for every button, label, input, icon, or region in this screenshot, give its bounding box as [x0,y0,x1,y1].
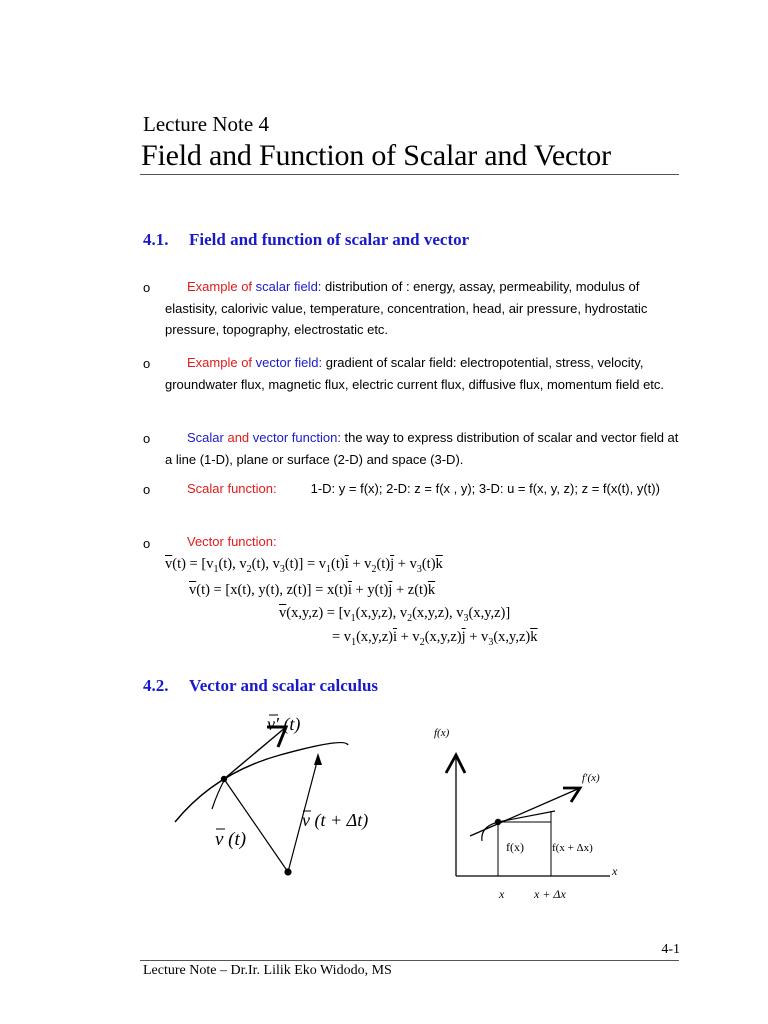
tangent-curve [212,779,225,809]
section-title: Field and function of scalar and vector [189,230,470,249]
section-number: 4.2. [143,676,169,695]
vector-derivative-diagram [160,705,410,895]
y-axis-label: f(x) [434,727,450,739]
item-label: Example of [187,355,256,370]
item-label-vector: vector function: [252,430,341,445]
bullet-marker: o [143,431,151,446]
section-title: Vector and scalar calculus [189,676,379,695]
origin-point [284,868,291,875]
footer-text: Lecture Note – Dr.Ir. Lilik Eko Widodo, MS [143,963,392,978]
item-label: Vector function: [187,534,277,549]
list-item-vector-function [165,531,680,553]
list-item-scalar-vector-function [165,427,680,470]
item-label-keyword: scalar field: [255,279,322,294]
tangent-line [470,788,580,836]
label-shifted: v (t + Δt) [302,810,369,830]
item-text: distribution of : energy, assay, permeability, modulus of elastisity, calorivic value, temperature, concentration, head, air pressure, hydrostatic pressure, topography, electrostatic etc. [165,279,648,337]
header-divider [140,174,679,175]
bullet-marker: o [143,280,151,295]
x-axis-label: x [612,864,618,878]
value-label: f(x) [506,840,524,854]
section-number: 4.1. [143,230,169,249]
tangent-vector [224,727,286,779]
item-text: 1-D: y = f(x); 2-D: z = f(x , y); 3-D: u = f(x, y, z); z = f(x(t), y(t)) [310,481,660,496]
tangent-label: f′(x) [582,772,600,784]
item-label: Scalar function: [187,481,277,496]
bullet-marker: o [143,536,151,551]
item-label-and: and [223,430,253,445]
position-vector-arrowhead [314,753,322,765]
shifted-value-label: f(x + Δx) [552,842,593,854]
equation-vector-function-1: $\overline{v}(t) = [v_1(t)$, $v_2(t)$, $v_3(t)] = v_1(t)\overline{i} + v_2(t)\overline{j} + v_3(t)\overline{k}$ [165,556,443,575]
equation-vector-function-2: $\overline{v}(t) = [x(t)$, y(t), $z(t)] = x(t)\overline{i} + y(t)\overline{j} + z(t)\overline{k}$ [189,582,436,598]
point-t [221,776,227,782]
item-label: Example of [187,279,256,294]
position-vector-t [224,779,288,872]
item-label-scalar: Scalar [187,430,224,445]
tick-label-x: x [499,887,505,901]
item-text: gradient of scalar field: electropotential, stress, velocity, groundwater flux, magnetic flux, electric current flux, diffusive flux, momentum field etc. [165,355,665,392]
list-item-vector-field [165,352,680,395]
item-text: the way to express distribution of scalar and vector field at a line (1-D), plane or surface (2-D) and space (3-D). [165,430,679,467]
section-heading-4-2 [143,676,378,696]
list-item-scalar-function [165,478,680,500]
page-number: 4-1 [661,942,680,957]
item-label-keyword: vector field: [255,355,323,370]
label-vector: v (t) [215,829,247,850]
point-fx [495,819,501,825]
list-item-scalar-field [165,276,680,341]
equation-vector-field-4: = $v_1(x,y,z)\overline{i} + v_2(x,y,z)\overline{j} + v_3(x,y,z)\overline{k}$ [332,629,538,648]
footer-divider [140,960,679,961]
scalar-derivative-diagram [430,715,640,910]
equation-vector-field-3: $\overline{v}(x,y,z) = [v_1(x,y,z)$, $v_2(x,y,z)$, $v_3(x,y,z)$] [279,605,511,624]
label-derivative: v′ (t) [267,714,301,734]
section-heading-4-1 [143,230,469,250]
tick-label-x-dx: x + Δx [534,887,566,901]
lecture-subtitle: Lecture Note 4 [143,112,269,136]
page-title: Field and Function of Scalar and Vector [141,139,611,172]
bullet-marker: o [143,482,151,497]
bullet-marker: o [143,356,151,371]
